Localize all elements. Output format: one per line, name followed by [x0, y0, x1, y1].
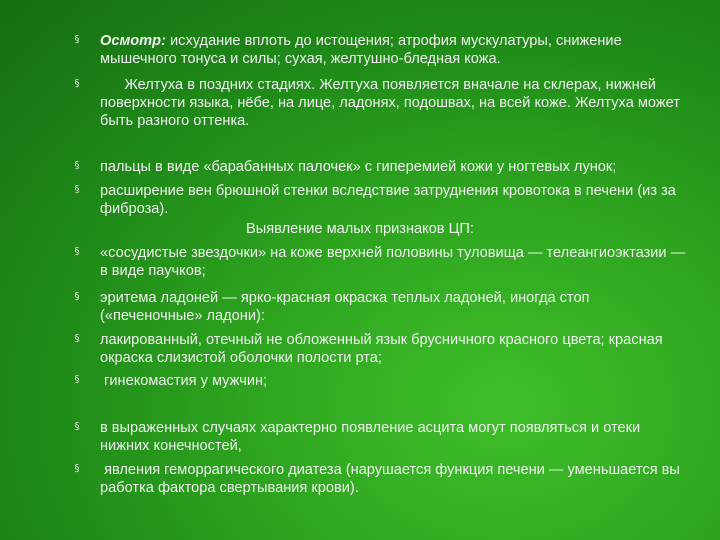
list-item-text: Желтуха в поздних стадиях. Желтуха появляется вначале на склерах, нижней поверхности языка, нёбе, на лице, ладонях, подошвах, на всей коже. Желтуха может быть разного оттенка. — [100, 77, 684, 129]
section-label: Осмотр: — [100, 33, 166, 49]
bullet-icon: § — [74, 333, 80, 344]
list-item-text: Осмотр: исхудание вплоть до истощения; атрофия мускулатуры, снижение мышечного тонуса и силы; сухая, желтушно-бледная кожа. — [100, 33, 622, 67]
list-item-text: гинекомастия у мужчин; — [100, 373, 268, 389]
list-item-text: расширение вен брюшной стенки вследствие затруднения кровотока в печени (из за фиброза). — [100, 183, 676, 217]
list-item-text: лакированный, отечный не обложенный язык брусничного красного цвета; красная окраска слизистой оболочки полости рта; — [100, 332, 663, 366]
bullet-icon: § — [74, 463, 80, 474]
subheading: Выявление малых признаков ЦП: — [246, 221, 474, 237]
list-item-text: пальцы в виде «барабанных палочек» с гиперемией кожи у ногтевых лунок; — [100, 159, 617, 175]
bullet-icon: § — [74, 421, 80, 432]
list-item-text: эритема ладоней — ярко-красная окраска теплых ладоней, иногда стоп («печеночные» ладони): — [100, 290, 590, 324]
bullet-icon: § — [74, 160, 80, 171]
bullet-icon: § — [74, 78, 80, 89]
list-item-text: «сосудистые звездочки» на коже верхней половины туловища — телеангиоэктазии — в виде паучков; — [100, 245, 686, 279]
bullet-icon: § — [74, 184, 80, 195]
bullet-icon: § — [74, 291, 80, 302]
bullet-icon: § — [74, 34, 80, 45]
bullet-icon: § — [74, 246, 80, 257]
bullet-icon: § — [74, 374, 80, 385]
list-item-text: явления геморрагического диатеза (нарушается функция печени — уменьшается вы работка фактора свертывания крови). — [100, 462, 684, 496]
list-item-text: в выраженных случаях характерно появление асцита могут появляться и отеки нижних конечностей, — [100, 420, 641, 454]
